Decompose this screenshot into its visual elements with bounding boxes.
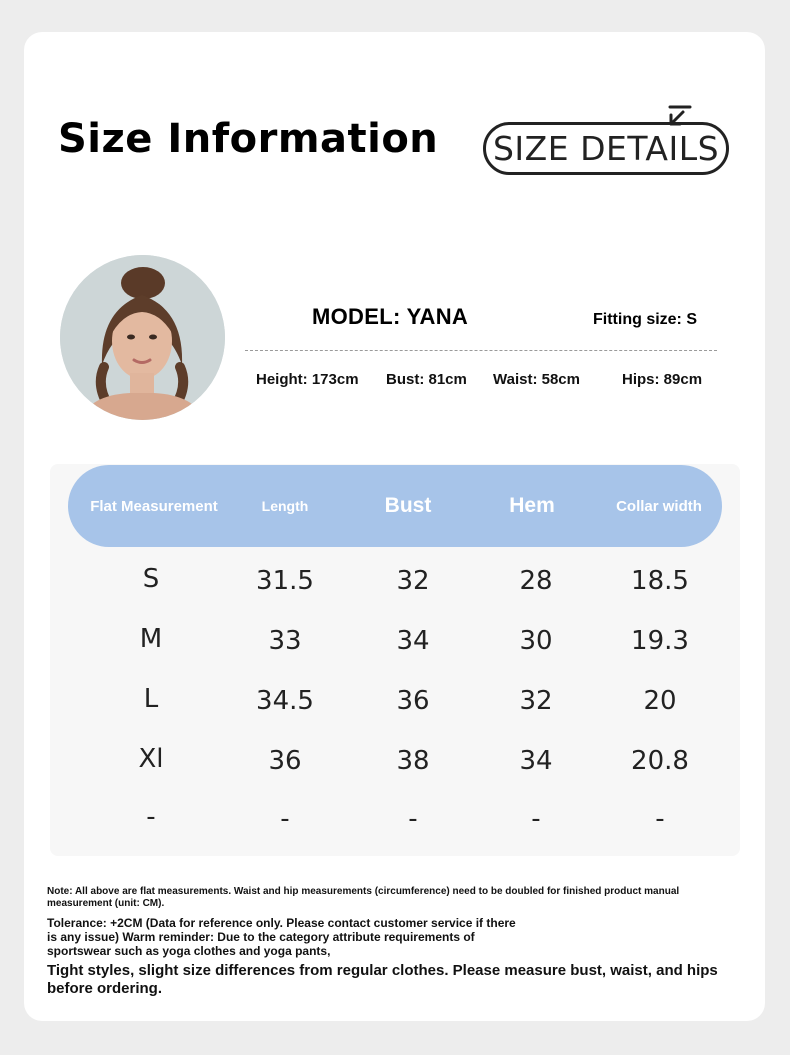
note-tolerance: Tolerance: +2CM (Data for reference only. Please contact customer service if there is any issue) Warm reminder: Due to the category attribute requirements of sportswear such as yoga clothes and yoga pants, [47,916,516,958]
row-l-bust: 36 [396,686,430,716]
row-empty-hem: - [531,804,541,834]
row-m-size: M [139,624,163,654]
row-l-length: 34.5 [256,686,314,716]
model-bust: Bust: 81cm [386,371,467,388]
row-xl-bust: 38 [396,746,430,776]
row-empty-size: - [146,802,156,832]
dashed-divider [245,350,717,351]
header-flat-measurement: Flat Measurement [90,497,218,515]
size-details-badge: SIZE DETAILS [483,122,729,175]
row-xl-collar: 20.8 [631,746,689,776]
row-m-collar: 19.3 [631,626,689,656]
row-l-size: L [143,684,159,714]
row-empty-collar: - [655,804,665,834]
row-xl-length: 36 [268,746,302,776]
header-bust: Bust [384,494,432,517]
row-l-hem: 32 [519,686,553,716]
model-height: Height: 173cm [256,371,359,388]
row-s-length: 31.5 [256,566,314,596]
model-waist: Waist: 58cm [493,371,580,388]
row-xl-size: Xl [138,744,164,774]
header-hem: Hem [509,494,555,517]
row-s-bust: 32 [396,566,430,596]
model-name: MODEL: YANA [312,304,469,329]
row-m-length: 33 [268,626,302,656]
row-m-hem: 30 [519,626,553,656]
header-length: Length [261,498,309,514]
fitting-size: Fitting size: S [593,311,697,328]
row-xl-hem: 34 [519,746,553,776]
row-s-size: S [142,564,160,594]
page-title: Size Information [58,116,439,162]
model-avatar [60,255,225,420]
row-s-collar: 18.5 [631,566,689,596]
row-s-hem: 28 [519,566,553,596]
row-m-bust: 34 [396,626,430,656]
row-l-collar: 20 [643,686,677,716]
row-empty-length: - [280,804,290,834]
note-flat-measurements: Note: All above are flat measurements. Waist and hip measurements (circumference) need to be doubled for finished product manual measurement (unit: CM). [47,886,680,909]
header-collar-width: Collar width [616,497,702,515]
note-tight-styles: Tight styles, slight size differences from regular clothes. Please measure bust, waist, and hips before ordering. [47,962,718,997]
model-hips: Hips: 89cm [622,371,703,388]
row-empty-bust: - [408,804,418,834]
